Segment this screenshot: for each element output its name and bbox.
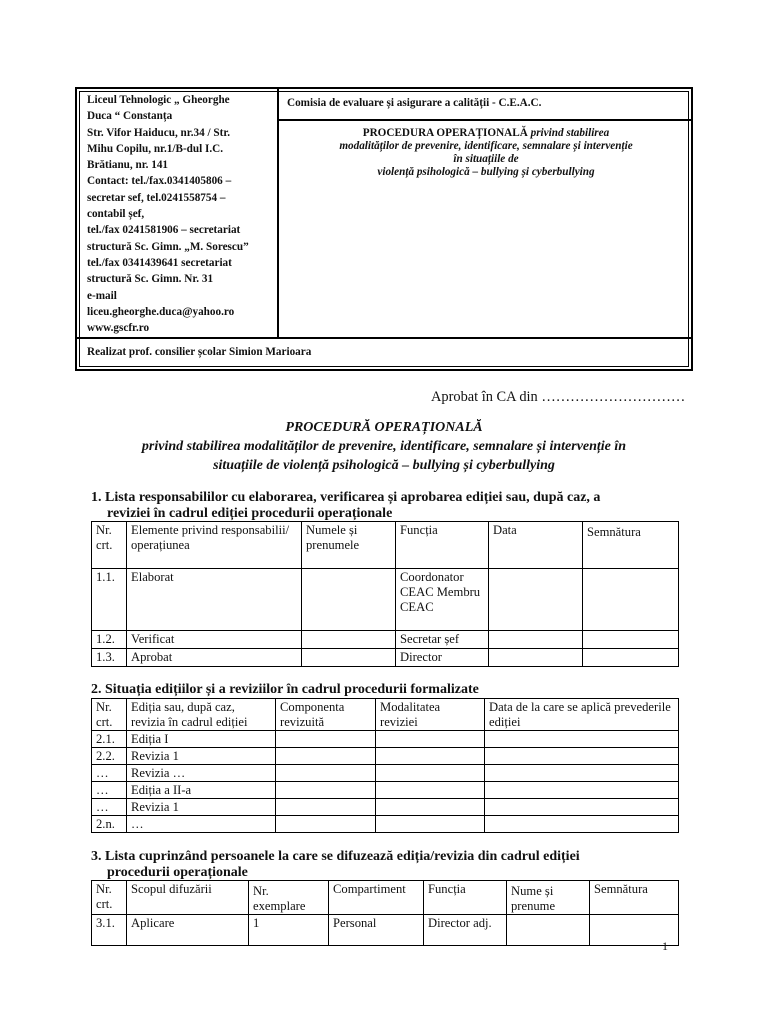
editions-table (91, 698, 679, 833)
table-row (92, 915, 679, 946)
table-cell (376, 731, 485, 748)
header-cell: Numele și prenumele (302, 522, 396, 569)
header-cell: Nr. crt. (92, 699, 127, 731)
table-cell (276, 816, 376, 833)
header-cell: Scopul difuzării (127, 881, 249, 915)
table-cell: Aplicare (127, 915, 249, 946)
header-cell: Ediția sau, după caz, revizia în cadrul ediției (127, 699, 276, 731)
institution-line: structură Sc. Gimn. „M. Sorescu” (87, 240, 249, 253)
table-cell (376, 799, 485, 816)
table-row (92, 816, 679, 833)
table-cell (583, 569, 679, 631)
institution-line: structură Sc. Gimn. Nr. 31 (87, 273, 214, 286)
document-header (75, 87, 693, 371)
table-cell: 3.1. (92, 915, 127, 946)
table-header-row (92, 881, 679, 915)
approval-line: Aprobat în CA din ………………………… (431, 389, 686, 405)
table-cell (583, 631, 679, 649)
table-cell: 1 (249, 915, 329, 946)
document-subtitle-cont: situațiile de violență psihologică – bullying și cyberbullying (213, 458, 555, 473)
institution-line: www.gscfr.ro (87, 322, 150, 335)
table-cell: Ediția a II-a (127, 782, 276, 799)
table-cell (302, 631, 396, 649)
header-cell: Nr. crt. (92, 522, 127, 569)
header-cell: Funcția (424, 881, 507, 915)
table-cell (376, 782, 485, 799)
table-row (92, 731, 679, 748)
table-cell: Ediția I (127, 731, 276, 748)
table-cell (376, 765, 485, 782)
table-cell (376, 816, 485, 833)
document-title: PROCEDURĂ OPERAȚIONALĂ (285, 420, 483, 435)
section2-heading: 2. Situația edițiilor și a reviziilor în cadrul procedurii formalizate (91, 682, 479, 697)
header-cell: Compartiment (329, 881, 424, 915)
table-cell (276, 765, 376, 782)
header-cell: Componenta revizuită (276, 699, 376, 731)
table-cell: 2.2. (92, 748, 127, 765)
responsibles-table (91, 521, 679, 667)
institution-line: Duca “ Constanța (87, 110, 173, 123)
table-cell (276, 748, 376, 765)
table-row (92, 631, 679, 649)
header-cell: Nr. exemplare (249, 881, 329, 915)
table-cell (276, 799, 376, 816)
table-cell: Revizia … (127, 765, 276, 782)
commission-name: Comisia de evaluare și asigurare a calității - C.E.A.C. (287, 97, 542, 109)
table-cell: Revizia 1 (127, 799, 276, 816)
table-cell (583, 649, 679, 667)
table-header-row (92, 699, 679, 731)
table-cell: Verificat (127, 631, 302, 649)
table-cell: Director (396, 649, 489, 667)
table-cell (507, 915, 590, 946)
table-cell: … (92, 799, 127, 816)
table-cell: 1.3. (92, 649, 127, 667)
table-cell (302, 569, 396, 631)
table-cell (485, 731, 679, 748)
table-cell: 1.1. (92, 569, 127, 631)
institution-line: tel./fax 0241581906 – secretariat (87, 224, 241, 237)
header-cell: Semnătura (583, 522, 679, 569)
table-cell: Secretar șef (396, 631, 489, 649)
table-row (92, 799, 679, 816)
institution-line: Mihu Copilu, nr.1/B-dul I.C. (87, 142, 224, 155)
table-row (92, 748, 679, 765)
table-cell: … (92, 782, 127, 799)
section3-heading: 3. Lista cuprinzând persoanele la care se difuzează ediția/revizia din cadrul ediției procedurii operaționale (91, 849, 580, 880)
header-cell: Semnătura (590, 881, 679, 915)
table-cell (485, 799, 679, 816)
table-cell (485, 782, 679, 799)
header-cell: Data de la care se aplică prevederile ediției (485, 699, 679, 731)
procedure-header-bold: PROCEDURA OPERAȚIONALĂ (362, 127, 528, 139)
document-subtitle: privind stabilirea modalităților de prevenire, identificare, semnalare și intervenție în (141, 439, 627, 454)
institution-line: tel./fax 0341439641 secretariat (87, 256, 232, 269)
procedure-header-line: în situațiile de (453, 153, 519, 165)
institution-line: Contact: tel./fax.0341405806 – (87, 175, 232, 188)
header-cell: Modalitatea reviziei (376, 699, 485, 731)
table-cell: Revizia 1 (127, 748, 276, 765)
table-row (92, 765, 679, 782)
table-cell: Personal (329, 915, 424, 946)
header-cell: Elemente privind responsabilii/ operațiunea (127, 522, 302, 569)
table-cell (485, 816, 679, 833)
section1-heading: 1. Lista responsabililor cu elaborarea, verificarea și aprobarea ediției sau, după caz, a reviziei în cadrul ediției procedurii operaționale (91, 490, 601, 521)
table-row (92, 569, 679, 631)
institution-line: Str. Vifor Haiducu, nr.34 / Str. (87, 126, 231, 139)
table-cell: 2.1. (92, 731, 127, 748)
procedure-header-line: modalităților de prevenire, identificare, semnalare și intervenție (339, 140, 633, 152)
table-cell (276, 731, 376, 748)
table-cell (489, 569, 583, 631)
table-cell (485, 748, 679, 765)
procedure-header-rest: privind stabilirea (530, 127, 610, 139)
institution-info (87, 92, 272, 336)
table-cell: … (127, 816, 276, 833)
author-line: Realizat prof. consilier școlar Simion Marioara (87, 346, 312, 358)
table-row (92, 649, 679, 667)
table-row (92, 782, 679, 799)
procedure-header-title (277, 127, 695, 179)
table-cell: 2.n. (92, 816, 127, 833)
header-cell: Nr. crt. (92, 881, 127, 915)
procedure-header-line: violență psihologică – bullying și cyberbullying (377, 166, 595, 178)
table-cell: 1.2. (92, 631, 127, 649)
header-cell: Funcția (396, 522, 489, 569)
page-number: 1 (662, 939, 668, 953)
institution-line: Brătianu, nr. 141 (87, 159, 169, 172)
table-cell (302, 649, 396, 667)
table-cell: Coordonator CEAC Membru CEAC (396, 569, 489, 631)
table-cell: … (92, 765, 127, 782)
table-cell: Aprobat (127, 649, 302, 667)
institution-line: liceu.gheorghe.duca@yahoo.ro (87, 305, 235, 318)
table-cell (276, 782, 376, 799)
institution-line: contabil șef, (87, 208, 145, 221)
table-cell: Elaborat (127, 569, 302, 631)
table-cell (485, 765, 679, 782)
table-cell (489, 631, 583, 649)
table-header-row (92, 522, 679, 569)
institution-line: secretar sef, tel.0241558754 – (87, 191, 226, 204)
table-cell: Director adj. (424, 915, 507, 946)
institution-line: e-mail (87, 289, 117, 302)
table-cell (376, 748, 485, 765)
header-cell: Data (489, 522, 583, 569)
distribution-table (91, 880, 679, 946)
header-cell: Nume și prenume (507, 881, 590, 915)
table-cell (489, 649, 583, 667)
institution-line: Liceul Tehnologic „ Gheorghe (87, 94, 230, 106)
